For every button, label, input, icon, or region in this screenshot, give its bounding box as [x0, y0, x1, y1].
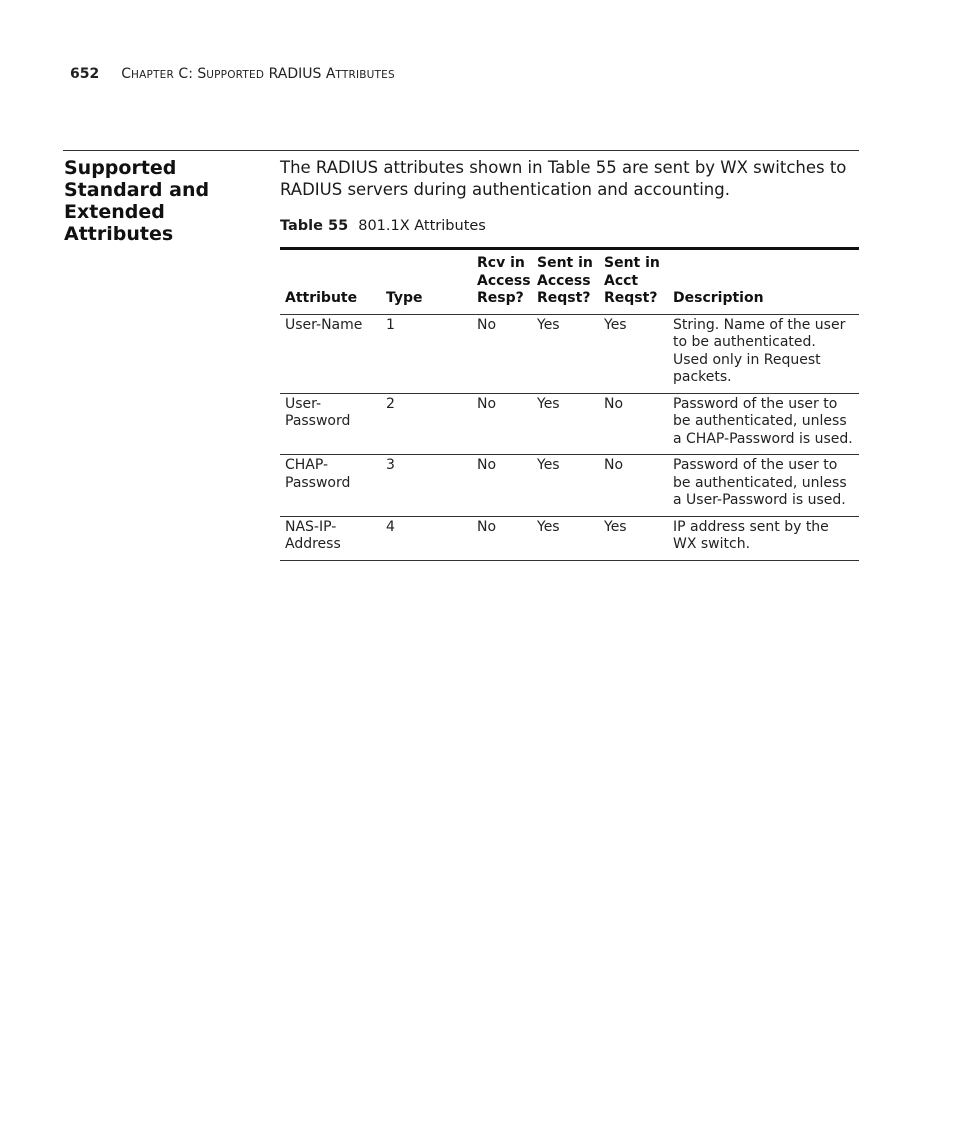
header-attribute: Attribute [285, 290, 358, 306]
header-type: Type [386, 290, 423, 306]
cell-attribute: User-Name [285, 316, 363, 333]
cell-sent-acct: No [604, 395, 624, 412]
running-header [70, 66, 395, 82]
cell-sent-access: Yes [537, 457, 560, 473]
cell-type: 3 [386, 457, 395, 473]
table-header-row [280, 249, 859, 315]
section-divider [63, 150, 859, 151]
cell-description: Password of the user to be authenticated, unless a CHAP-Password is used. [673, 395, 853, 447]
cell-sent-access: Yes [537, 316, 560, 333]
table-title: 801.1X Attributes [358, 218, 486, 234]
attributes-table-container [280, 247, 859, 561]
cell-sent-access: Yes [537, 518, 560, 535]
attributes-table [280, 247, 859, 561]
header-description: Description [673, 290, 764, 306]
cell-sent-acct: Yes [604, 316, 627, 333]
cell-type: 1 [386, 316, 395, 333]
table-number: Table 55 [280, 218, 349, 234]
cell-rcv: No [477, 316, 497, 333]
table-row [280, 393, 859, 455]
header-sent-acct-reqst: Sent in Acct Reqst? [604, 255, 660, 306]
cell-sent-acct: Yes [604, 518, 627, 535]
header-sent-access-reqst: Sent in Access Reqst? [537, 255, 593, 306]
cell-rcv: No [477, 518, 497, 535]
cell-description: IP address sent by the WX switch. [673, 518, 829, 552]
cell-attribute: User-Password [285, 395, 351, 429]
cell-attribute: CHAP-Password [285, 457, 351, 491]
header-rcv-access-resp: Rcv in Access Resp? [477, 255, 531, 306]
table-caption [280, 218, 486, 234]
page-number: 652 [70, 66, 100, 82]
cell-description: String. Name of the user to be authenticated. Used only in Request packets. [673, 316, 846, 385]
table-row [280, 516, 859, 560]
intro-paragraph: The RADIUS attributes shown in Table 55 are sent by WX switches to RADIUS servers during authentication and accounting. [280, 158, 847, 199]
cell-rcv: No [477, 457, 497, 473]
chapter-title: CHAPTER C: SUPPORTED RADIUS ATTRIBUTES [121, 66, 395, 82]
section-title: Supported Standard and Extended Attributes [64, 157, 210, 245]
table-row [280, 314, 859, 393]
cell-type: 4 [386, 518, 395, 535]
cell-description: Password of the user to be authenticated, unless a User-Password is used. [673, 457, 847, 508]
cell-sent-acct: No [604, 457, 624, 473]
table-row [280, 455, 859, 517]
cell-type: 2 [386, 395, 395, 412]
cell-attribute: NAS-IP-Address [285, 518, 341, 552]
cell-sent-access: Yes [537, 395, 560, 412]
cell-rcv: No [477, 395, 497, 412]
